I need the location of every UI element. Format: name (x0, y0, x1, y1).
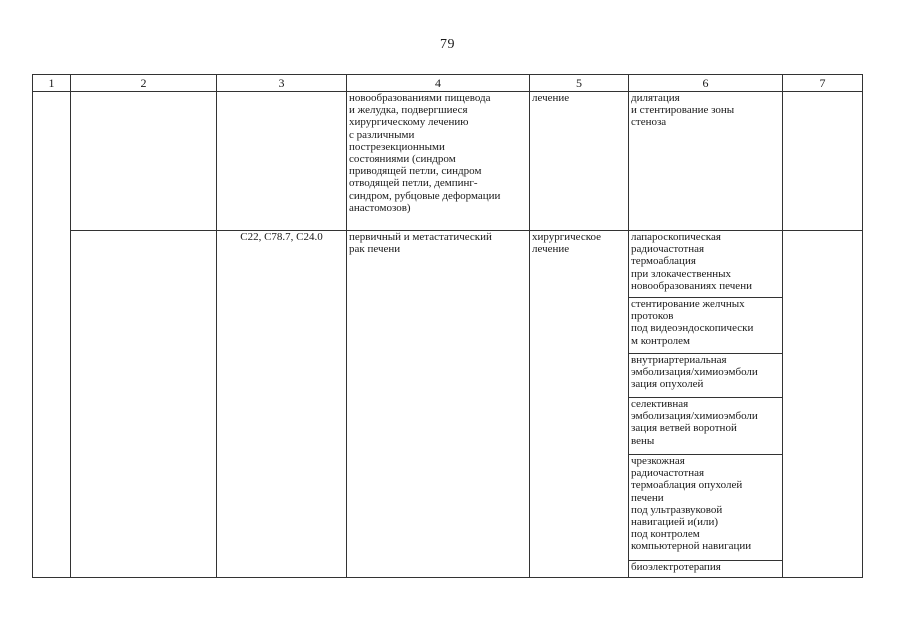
table-row (33, 92, 863, 231)
text-line: компьютерной навигации (631, 540, 752, 553)
text-line: эмболизация/химиоэмболи (631, 366, 758, 379)
cell-diagnosis (347, 92, 530, 231)
text-line: при злокачественных (631, 267, 732, 280)
text-line: селективная (631, 398, 689, 410)
table-row (33, 231, 863, 298)
text-line: под контролем (631, 528, 700, 541)
cell-method (629, 398, 783, 455)
header-col-2: 2 (71, 75, 217, 92)
cell-col-3 (217, 92, 347, 231)
page-number: 79 (440, 37, 455, 52)
cell-col-2 (71, 92, 217, 231)
text-line: первичный и метастатический (349, 231, 492, 243)
text-line: рак печени (349, 243, 401, 256)
text-line: вены (631, 434, 655, 447)
text-line: новообразованиях печени (631, 279, 752, 292)
cell-method (629, 354, 783, 398)
cell-col-2 (71, 231, 217, 578)
cell-treatment-type (530, 92, 629, 231)
text-line: стеноза (631, 116, 667, 129)
text-line: под видеоэндоскопически (631, 322, 754, 335)
header-col-6: 6 (629, 75, 783, 92)
text-line: хирургическое (532, 231, 602, 243)
text-line: отводящей петли, демпинг- (349, 177, 478, 190)
cell-method (629, 92, 783, 231)
procedures-table (32, 74, 863, 578)
text-line: печени (631, 491, 664, 504)
text-line: с различными (349, 128, 415, 141)
text-line: радиочастотная (631, 467, 705, 480)
text-line: стентирование желчных (631, 298, 745, 310)
text-line: м контролем (631, 334, 691, 347)
text-line: под ультразвуковой (631, 503, 723, 516)
text-line: и стентирование зоны (631, 104, 735, 117)
text-line: лапароскопическая (631, 231, 721, 243)
cell-col-7 (783, 92, 863, 231)
cell-diagnosis (347, 231, 530, 578)
text-line: биоэлектротерапия (631, 561, 721, 573)
text-line: зация опухолей (631, 378, 704, 391)
header-col-3: 3 (217, 75, 347, 92)
header-col-4: 4 (347, 75, 530, 92)
text-line: и желудка, подвергшиеся (349, 104, 468, 117)
text-line: термоаблация (631, 255, 696, 268)
text-line: синдром, рубцовые деформации (349, 189, 501, 202)
cell-col-1 (33, 92, 71, 578)
cell-method (629, 298, 783, 354)
header-col-1: 1 (33, 75, 71, 92)
text-line: приводящей петли, синдром (349, 165, 482, 178)
header-row (33, 75, 863, 92)
text-line: лечение (532, 243, 570, 256)
text-line: зация ветвей воротной (631, 422, 737, 435)
header-col-5: 5 (530, 75, 629, 92)
text-line: лечение (532, 92, 570, 104)
cell-treatment-type (530, 231, 629, 578)
header-col-7: 7 (783, 75, 863, 92)
cell-col-7 (783, 231, 863, 578)
text-line: чрезкожная (631, 455, 685, 467)
text-line: хирургическому лечению (349, 116, 469, 129)
text-line: новообразованиями пищевода (349, 92, 491, 104)
text-line: протоков (631, 310, 674, 323)
cell-method (629, 561, 783, 578)
cell-icd-codes: C22, C78.7, C24.0 (217, 231, 347, 578)
text-line: эмболизация/химиоэмболи (631, 410, 758, 423)
text-line: радиочастотная (631, 243, 705, 256)
text-line: дилятация (631, 92, 680, 104)
cell-method (629, 231, 783, 298)
text-line: навигацией и(или) (631, 516, 719, 529)
text-line: анастомозов) (349, 201, 411, 214)
text-line: внутриартериальная (631, 354, 727, 366)
text-line: состояниями (синдром (349, 153, 456, 166)
cell-method (629, 455, 783, 561)
text-line: пострезекционными (349, 140, 445, 153)
text-line: термоаблация опухолей (631, 479, 743, 492)
